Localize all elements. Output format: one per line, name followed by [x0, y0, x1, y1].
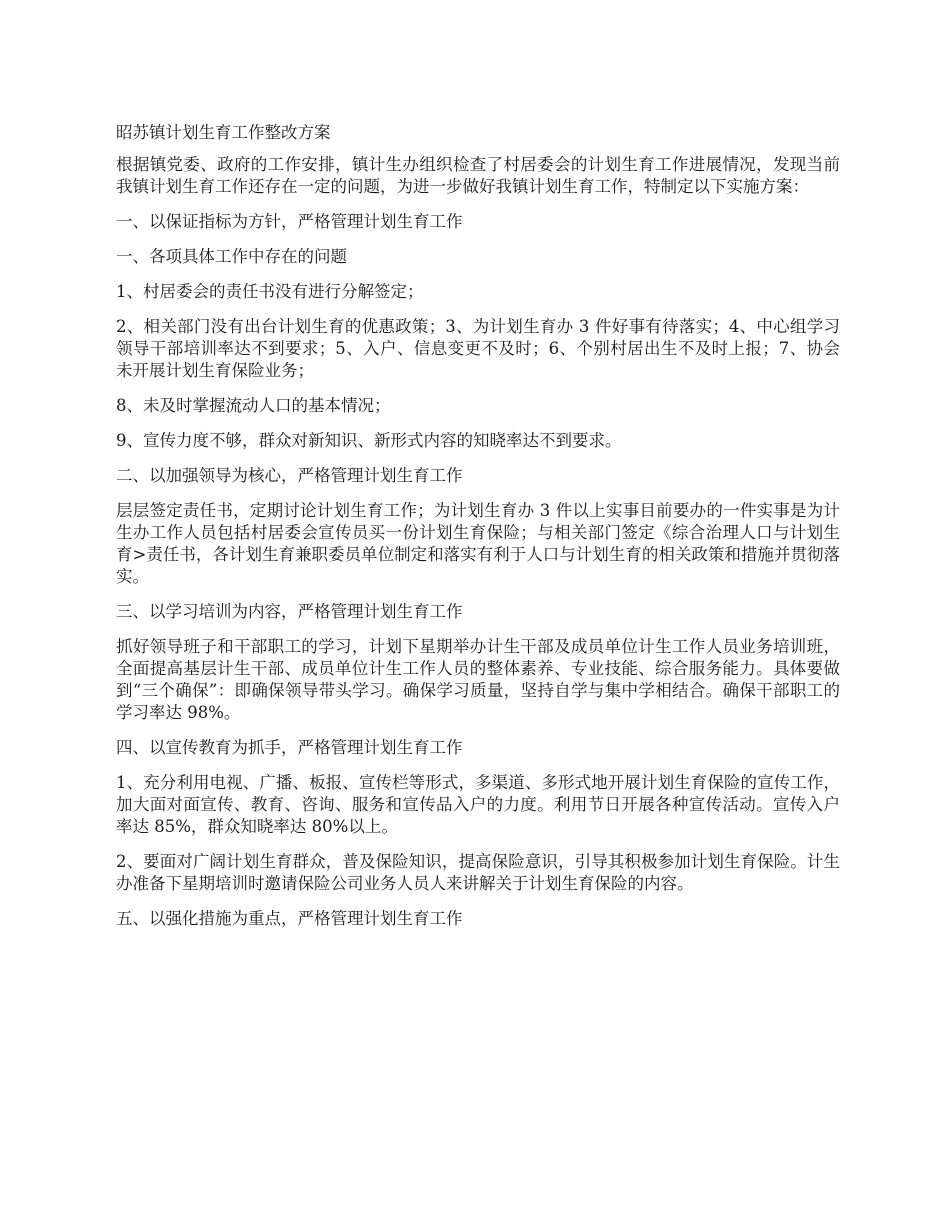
paragraph: 8、未及时掌握流动人口的基本情况； — [116, 396, 391, 415]
paragraph: 2、相关部门没有出台计划生育的优惠政策；3、为计划生育办 3 件好事有待落实；4、中心组学习领导干部培训率达不到要求；5、入户、信息变更不及时；6、个别村居出生不及时上报；7、协会未开展计划生育保险业务； — [116, 317, 840, 380]
section-heading: 五、以强化措施为重点，严格管理计划生育工作 — [116, 909, 463, 928]
paragraph: 1、充分利用电视、广播、板报、宣传栏等形式，多渠道、多形式地开展计划生育保险的宣传工作，加大面对面宣传、教育、咨询、服务和宣传品入户的力度。利用节日开展各种宣传活动。宣传入户率达 85%，群众知晓率达 80%以上。 — [116, 773, 840, 836]
paragraph: 9、宣传力度不够，群众对新知识、新形式内容的知晓率达不到要求。 — [116, 431, 622, 450]
paragraph: 根据镇党委、政府的工作安排，镇计生办组织检查了村居委会的计划生育工作进展情况，发现当前我镇计划生育工作还存在一定的问题，为进一步做好我镇计划生育工作，特制定以下实施方案： — [116, 155, 840, 196]
section-heading: 二、以加强领导为核心，严格管理计划生育工作 — [116, 466, 463, 485]
section-heading: 一、各项具体工作中存在的问题 — [116, 247, 347, 266]
section-heading: 四、以宣传教育为抓手，严格管理计划生育工作 — [116, 738, 463, 757]
document-body — [116, 154, 840, 930]
document-title: 昭苏镇计划生育工作整改方案 — [116, 123, 331, 142]
section-heading: 三、以学习培训为内容，严格管理计划生育工作 — [116, 602, 463, 621]
paragraph: 1、村居委会的责任书没有进行分解签定； — [116, 282, 424, 301]
paragraph: 2、要面对广阔计划生育群众，普及保险知识，提高保险意识，引导其积极参加计划生育保险。计生办准备下星期培训时邀请保险公司业务人员人来讲解关于计划生育保险的内容。 — [116, 852, 840, 893]
paragraph: 抓好领导班子和干部职工的学习，计划下星期举办计生干部及成员单位计生工作人员业务培训班，全面提高基层计生干部、成员单位计生工作人员的整体素养、专业技能、综合服务能力。具体要做到“三个确保”：即确保领导带头学习。确保学习质量，坚持自学与集中学相结合。确保干部职工的学习率达 98%。 — [116, 637, 840, 722]
section-heading: 一、以保证指标为方针，严格管理计划生育工作 — [116, 212, 463, 231]
document-page — [116, 122, 840, 943]
paragraph: 层层签定责任书，定期讨论计划生育工作；为计划生育办 3 件以上实事目前要办的一件实事是为计生办工作人员包括村居委会宣传员买一份计划生育保险；与相关部门签定《综合治理人口与计划生育>责任书，各计划生育兼职委员单位制定和落实有利于人口与计划生育的相关政策和措施并贯彻落实。 — [116, 501, 840, 586]
